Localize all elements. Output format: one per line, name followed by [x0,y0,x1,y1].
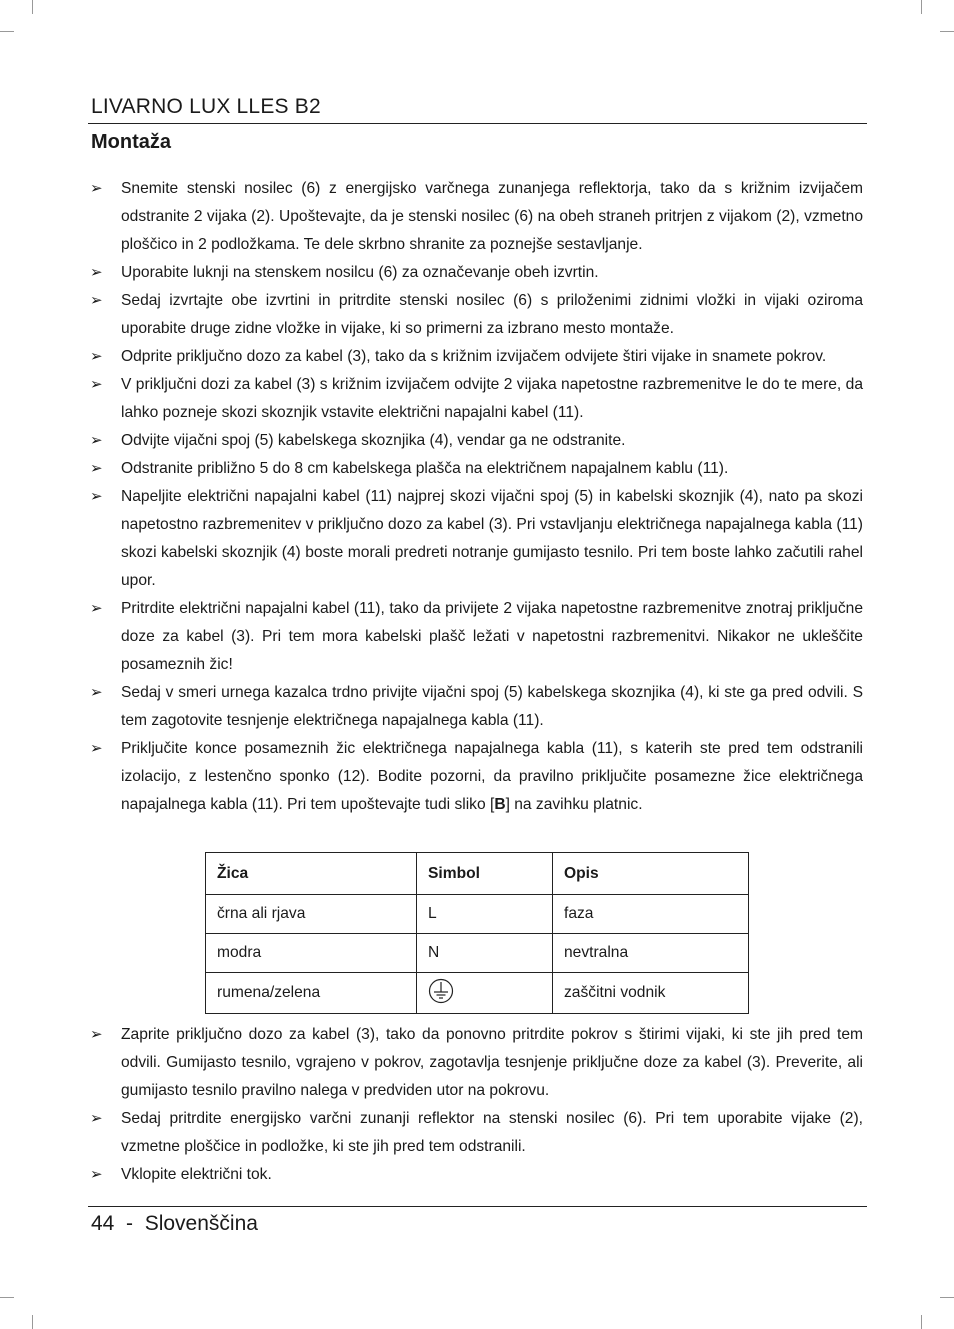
step-text: Vklopite električni tok. [121,1166,272,1183]
crop-mark [0,31,14,32]
list-item [90,1021,863,1105]
bullet-arrow-icon: ➢ [90,1110,103,1127]
table-cell: črna ali rjava [206,895,417,934]
table-cell: rumena/zelena [206,973,417,1014]
bullet-arrow-icon: ➢ [90,376,103,393]
bullet-arrow-icon: ➢ [90,292,103,309]
table-cell: L [417,895,553,934]
table-cell: zaščitni vodnik [553,973,749,1014]
step-text: Pritrdite električni napajalni kabel (11), tako da privijete 2 vijaka napetostne razbremenitve znotraj priključne doze za kabel (3). Pri tem mora kabelski plašč ležati v napetostni razbremenitvi. Nikakor ne ukleščite posameznih žic! [121,600,863,673]
list-item [90,1105,863,1161]
step-text: Odstranite približno 5 do 8 cm kabelskega plašča na električnem napajalnem kablu (11). [121,460,729,477]
steps-list [90,175,863,819]
step-text: Napeljite električni napajalni kabel (11) najprej skozi vijačni spoj (5) in kabelski skoznjik (4), nato pa skozi napetostno razbremenitev v priključno dozo za kabel (3). Pri vstavljanju električnega napajalnega kabla (11) skozi kabelski skoznjik (4) boste morali predreti notranje gumijasto tesnilo. Pri tem boste lahko začutili rahel upor. [121,488,863,589]
steps-list [90,1021,863,1189]
table-cell: N [417,934,553,973]
list-item [90,343,863,371]
list-item [90,1161,863,1189]
wire-table [205,852,749,1014]
table-header-cell: Simbol [417,853,553,895]
header-title: LIVARNO LUX LLES B2 [91,95,321,118]
list-item [90,427,863,455]
bullet-arrow-icon: ➢ [90,460,103,477]
bullet-arrow-icon: ➢ [90,684,103,701]
step-text-part: ] na zavihku platnic. [505,796,643,813]
table-cell: modra [206,934,417,973]
step-text: Odprite priključno dozo za kabel (3), tako da s križnim izvijačem odvijete štiri vijake in snamete pokrov. [121,348,827,365]
step-text: Sedaj pritrdite energijsko varčni zunanji reflektor na stenski nosilec (6). Pri tem uporabite vijake (2), vzmetne ploščice in podložke, ki ste jih pred tem odstranili. [121,1110,863,1155]
table-header-cell: Opis [553,853,749,895]
bullet-arrow-icon: ➢ [90,180,103,197]
step-text: Sedaj v smeri urnega kazalca trdno privijte vijačni spoj (5) kabelskega skoznjika (4), ki ste ga pred odvili. S tem zagotovite tesnjenje električnega napajalnega kabla (11). [121,684,863,729]
figure-reference: B [494,796,506,813]
list-item [90,483,863,595]
step-text-part: Priključite konce posameznih žic električnega napajalnega kabla (11), s katerih ste pred tem odstranili izolacijo, z lestenčno sponko (12). Bodite pozorni, da pravilno priključite posamezne žice električnega napajalnega kabla (11). Pri tem upoštevajte tudi sliko [ [121,740,863,813]
bullet-arrow-icon: ➢ [90,600,103,617]
crop-mark [32,1315,33,1329]
step-text: Snemite stenski nosilec (6) z energijsko varčnega zunanjega reflektorja, tako da s križnim izvijačem odstranite 2 vijaka (2). Upoštevajte, da je stenski nosilec (6) na obeh straneh pritrjen z vijakom (2), vzmetno ploščico in 2 podložkama. Te dele skrbno shranite za poznejše sestavljanje. [121,180,863,253]
bullet-arrow-icon: ➢ [90,432,103,449]
list-item [90,735,863,819]
table-cell [417,973,553,1014]
protective-earth-symbol-icon [428,978,454,1004]
bullet-arrow-icon: ➢ [90,740,103,757]
crop-mark [940,31,954,32]
table-cell: faza [553,895,749,934]
section-title: Montaža [91,131,171,153]
bullet-arrow-icon: ➢ [90,264,103,281]
step-text: Zaprite priključno dozo za kabel (3), tako da ponovno pritrdite pokrov s štirimi vijaki, ki ste jih pred tem odvili. Gumijasto tesnilo, vgrajeno v pokrov, zagotavlja tesnjenje priključne doze za kabel (3). Preverite, ali gumijasto tesnilo pravilno nalega v predviden utor na pokrovu. [121,1026,863,1099]
table-row [206,895,749,934]
crop-mark [921,0,922,14]
table-cell: nevtralna [553,934,749,973]
bullet-arrow-icon: ➢ [90,1166,103,1183]
list-item [90,259,863,287]
step-text: Uporabite luknji na stenskem nosilcu (6) za označevanje obeh izvrtin. [121,264,599,281]
table-row [206,934,749,973]
page-footer: 44 - Slovenščina [91,1212,258,1235]
table-header-cell: Žica [206,853,417,895]
step-text: Sedaj izvrtajte obe izvrtini in pritrdite stenski nosilec (6) s priloženimi zidnimi vložki in vijaki oziroma uporabite druge zidne vložke in vijake, ki so primerni za izbrano mesto montaže. [121,292,863,337]
header-rule [88,123,867,124]
list-item [90,175,863,259]
bullet-arrow-icon: ➢ [90,488,103,505]
list-item [90,371,863,427]
step-text: V priključni dozi za kabel (3) s križnim izvijačem odvijte 2 vijaka napetostne razbremenitve le do te mere, da lahko pozneje skozi skoznjik vstavite električni napajalni kabel (11). [121,376,863,421]
bullet-arrow-icon: ➢ [90,348,103,365]
bullet-arrow-icon: ➢ [90,1026,103,1043]
list-item [90,287,863,343]
footer-rule [88,1206,867,1207]
list-item [90,595,863,679]
step-text [121,735,863,819]
table-row [206,973,749,1014]
crop-mark [0,1297,14,1298]
crop-mark [940,1297,954,1298]
list-item [90,455,863,483]
step-text: Odvijte vijačni spoj (5) kabelskega skoznjika (4), vendar ga ne odstranite. [121,432,626,449]
list-item [90,679,863,735]
crop-mark [32,0,33,14]
table-header-row [206,853,749,895]
crop-mark [921,1315,922,1329]
